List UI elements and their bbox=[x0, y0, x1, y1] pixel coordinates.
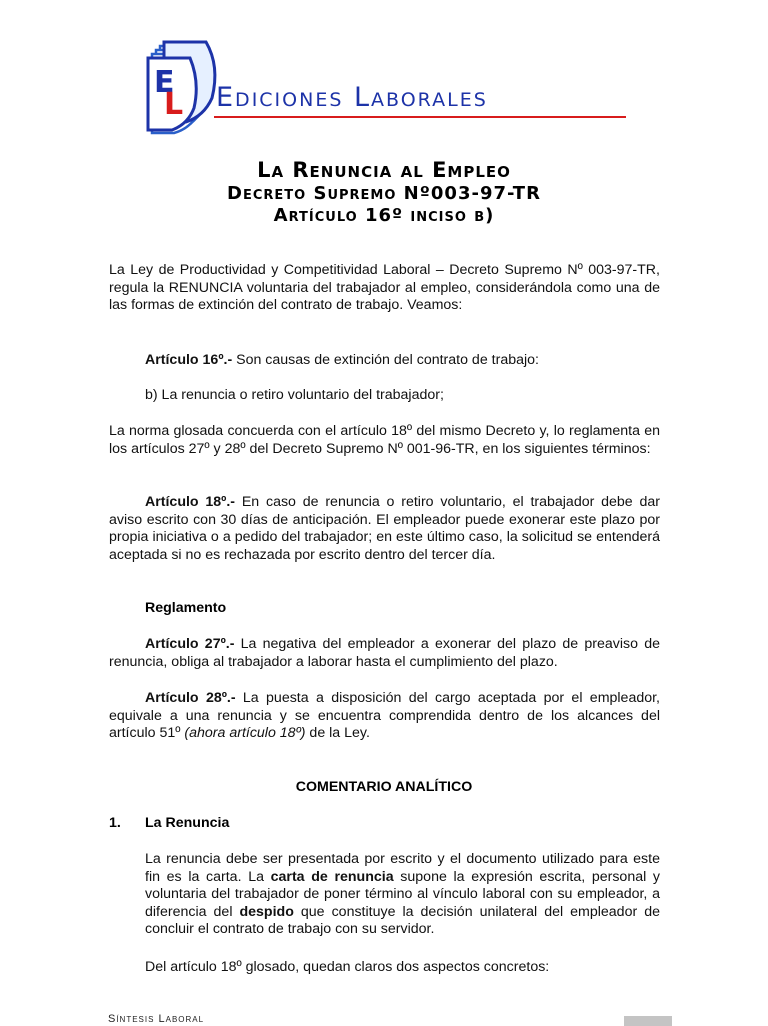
article-27 bbox=[109, 636, 660, 671]
section-1-title: La Renuncia bbox=[145, 815, 230, 831]
article-28-label: Artículo 28º.- bbox=[145, 690, 236, 706]
footer-publication-name: Síntesis Laboral bbox=[108, 1014, 205, 1025]
logo-letter-e: E bbox=[154, 65, 175, 100]
renuncia-text-3: que constituye la decisión unilateral del empleador de concluir el contrato de trabajo con su servidor. bbox=[145, 903, 660, 937]
article-18-text: En caso de renuncia o retiro voluntario, el trabajador debe dar aviso escrito con 30 días de anticipación. El empleador puede exonerar este plazo por propia iniciativa o a pedido del trabajador; en este último caso, la solicitud se entenderá aceptada si no es rechazada por escrito dentro del tercer día. bbox=[109, 494, 660, 563]
document-title: La Renuncia al Empleo bbox=[257, 158, 511, 182]
article-27-text: La negativa del empleador a exonerar del plazo de preaviso de renuncia, obliga al trabajador a laborar hasta el cumplimiento del plazo. bbox=[109, 636, 660, 670]
intro-paragraph: La Ley de Productividad y Competitividad Laboral – Decreto Supremo Nº 003-97-TR, regula la RENUNCIA voluntaria del trabajador al empleo, considerándola como una de las formas de extinción del contrato de trabajo. Veamos: bbox=[109, 262, 660, 313]
article-27-label: Artículo 27º.- bbox=[145, 636, 235, 652]
carta-de-renuncia-bold: carta de renuncia bbox=[270, 868, 394, 885]
article-16 bbox=[109, 352, 660, 370]
brand-name: Ediciones Laborales bbox=[216, 82, 488, 113]
article-16-label: Artículo 16º.- bbox=[145, 352, 233, 368]
section-1-number: 1. bbox=[109, 815, 121, 831]
article-16-text: Son causas de extinción del contrato de trabajo: bbox=[232, 352, 539, 368]
item-b: b) La renuncia o retiro voluntario del trabajador; bbox=[145, 387, 444, 403]
comentario-heading: COMENTARIO ANALÍTICO bbox=[295, 779, 473, 795]
footer-page-box bbox=[624, 1016, 672, 1026]
renuncia-text-1: La renuncia debe ser presentada por escrito y el documento utilizado para este fin es la carta. La bbox=[145, 851, 660, 885]
renuncia-paragraph bbox=[145, 851, 660, 939]
book-stack-icon bbox=[142, 40, 222, 135]
article-28-text-end: de la Ley. bbox=[305, 725, 370, 741]
decree-subtitle: Decreto Supremo Nº003-97-TR bbox=[227, 183, 541, 204]
logo-letter-l: L bbox=[164, 87, 184, 122]
publisher-logo bbox=[142, 40, 632, 135]
renuncia-text-2: supone la expresión escrita, personal y voluntaria del trabajador de poner término al vínculo laboral con su empleador, a diferencia del bbox=[145, 868, 661, 920]
article-18 bbox=[109, 494, 660, 564]
despido-bold: despido bbox=[239, 903, 294, 920]
article-28 bbox=[109, 690, 660, 743]
reglamento-heading: Reglamento bbox=[145, 600, 227, 616]
article-28-text: La puesta a disposición del cargo aceptada por el empleador, equivale a una renuncia y se encuentra comprendida dentro de los alcances del artículo 51º bbox=[109, 690, 661, 741]
article-subtitle: Artículo 16º inciso b) bbox=[273, 205, 495, 226]
article-28-italic-note: (ahora artículo 18º) bbox=[184, 725, 306, 741]
paragraph-norma: La norma glosada concuerda con el artículo 18º del mismo Decreto y, lo reglamenta en los artículos 27º y 28º del Decreto Supremo Nº 001-96-TR, en los siguientes términos: bbox=[109, 423, 660, 457]
brand-underline bbox=[214, 116, 626, 118]
article-18-label: Artículo 18º.- bbox=[145, 494, 236, 510]
aspectos-paragraph: Del artículo 18º glosado, quedan claros dos aspectos concretos: bbox=[145, 959, 550, 975]
